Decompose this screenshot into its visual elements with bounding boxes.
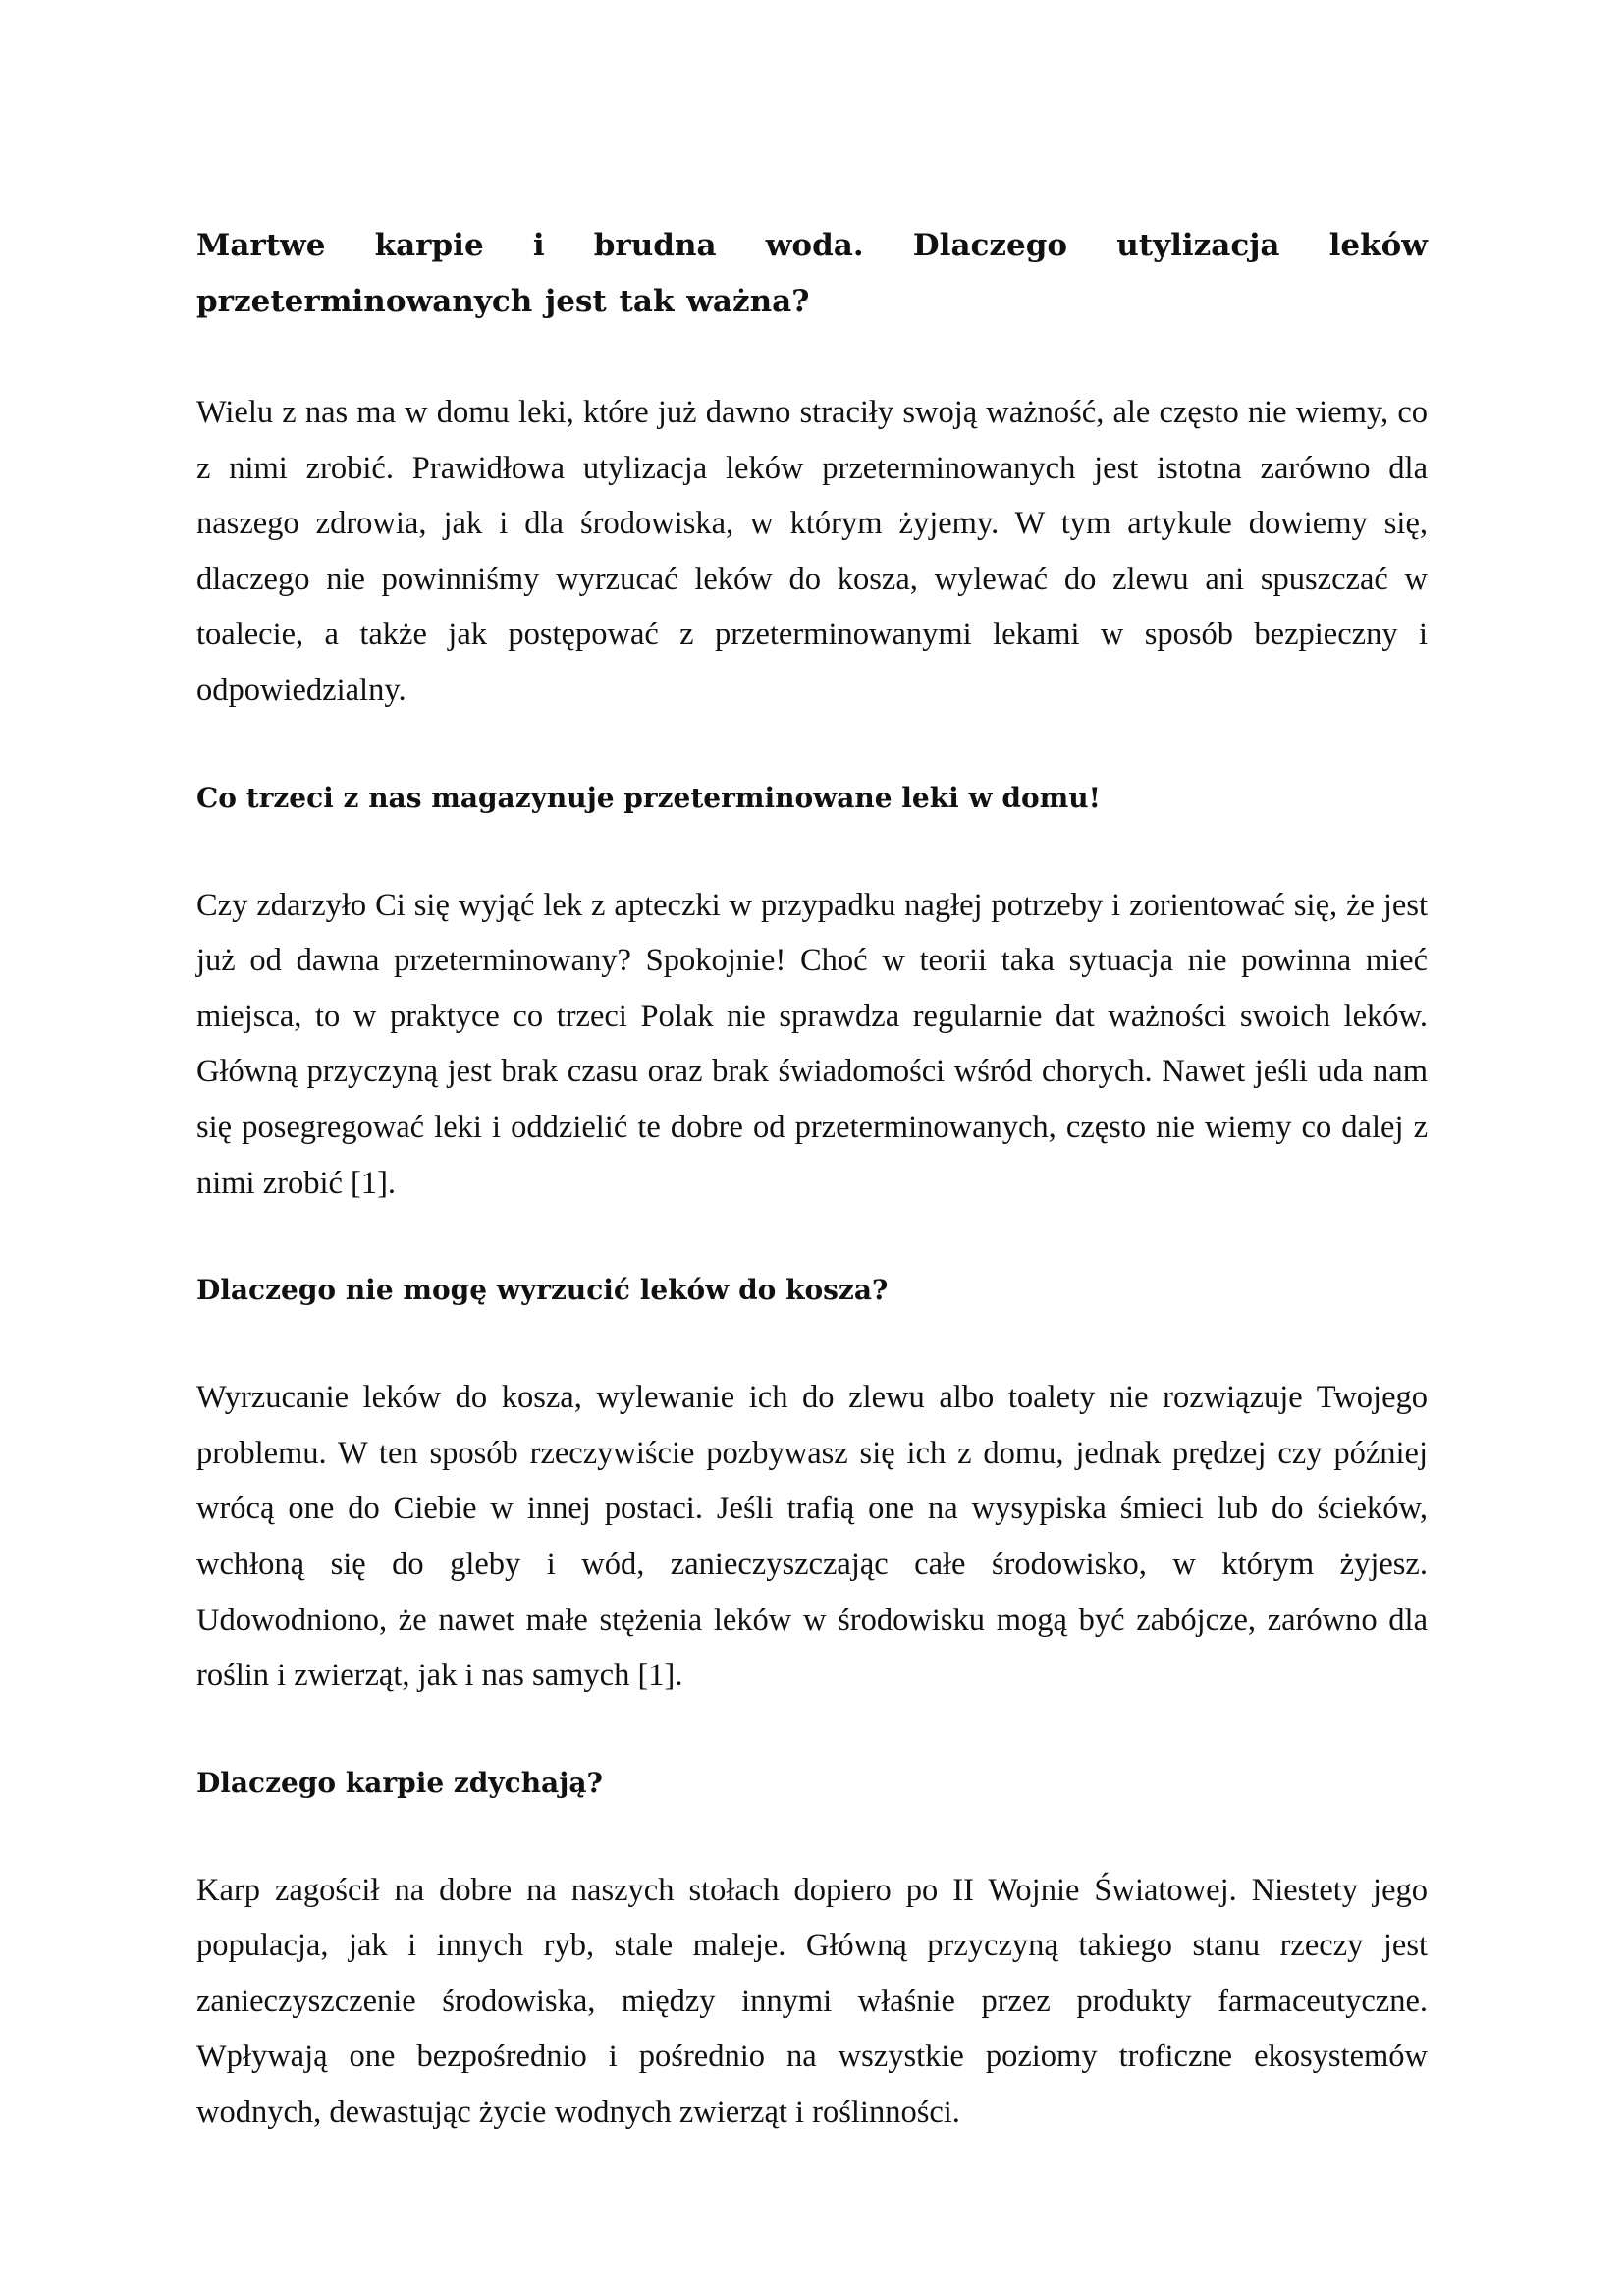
section-expired-storage (196, 770, 1428, 1212)
section-heading: Dlaczego karpie zdychają? (196, 1766, 603, 1799)
section-paragraph: Czy zdarzyło Ci się wyjąć lek z apteczki w przypadku nagłej potrzeby i zorientować się, że jest już od dawna przeterminowany? Spokojnie! Choć w teorii taka sytuacja nie powinna mieć miejsca, to w praktyce co trzeci Polak nie sprawdza regularnie dat ważności swoich leków. Główną przyczyną jest brak czasu oraz brak świadomości wśród chorych. Nawet jeśli uda nam się posegregować leki i oddzielić te dobre od przeterminowanych, często nie wiemy co dalej z nimi zrobić [1]. (196, 887, 1428, 1201)
spacer (196, 826, 1428, 878)
spacer (196, 719, 1428, 770)
document-page (196, 218, 1428, 2141)
intro-paragraph: Wielu z nas ma w domu leki, które już dawno straciły swoją ważność, ale często nie wiemy, co z nimi zrobić. Prawidłowa utylizacja leków przeterminowanych jest istotna zarówno dla naszego zdrowia, jak i dla środowiska, w którym żyjemy. W tym artykule dowiemy się, dlaczego nie powinniśmy wyrzucać leków do kosza, wylewać do zlewu ani spuszczać w toalecie, a także jak postępować z przeterminowanymi lekami w sposób bezpieczny i odpowiedzialny. (196, 395, 1428, 708)
section-heading: Co trzeci z nas magazynuje przeterminowane leki w domu! (196, 781, 1101, 814)
spacer (196, 1318, 1428, 1370)
spacer (196, 1704, 1428, 1755)
section-heading: Dlaczego nie mogę wyrzucić leków do kosza? (196, 1274, 889, 1307)
spacer (196, 1811, 1428, 1863)
article-title: Martwe karpie i brudna woda. Dlaczego utylizacja leków przeterminowanych jest tak ważna? (196, 228, 1428, 319)
section-why-not-trash (196, 1262, 1428, 1704)
spacer (196, 1211, 1428, 1262)
section-paragraph: Wyrzucanie leków do kosza, wylewanie ich do zlewu albo toalety nie rozwiązuje Twojego problemu. W ten sposób rzeczywiście pozbywasz się ich z domu, jednak prędzej czy później wrócą one do Ciebie w innej postaci. Jeśli trafią one na wysypiska śmieci lub do ścieków, wchłoną się do gleby i wód, zanieczyszczając całe środowisko, w którym żyjesz. Udowodniono, że nawet małe stężenia leków w środowisku mogą być zabójcze, zarówno dla roślin i zwierząt, jak i nas samych [1]. (196, 1380, 1428, 1694)
spacer (196, 330, 1428, 385)
section-paragraph: Karp zagościł na dobre na naszych stołach dopiero po II Wojnie Światowej. Niestety jego populacja, jak i innych ryb, stale maleje. Główną przyczyną takiego stanu rzeczy jest zanieczyszczenie środowiska, między innymi właśnie przez produkty farmaceutyczne. Wpływają one bezpośrednio i pośrednio na wszystkie poziomy troficzne ekosystemów wodnych, dewastując życie wodnych zwierząt i roślinności. (196, 1872, 1428, 2131)
section-carp-dying (196, 1755, 1428, 2141)
